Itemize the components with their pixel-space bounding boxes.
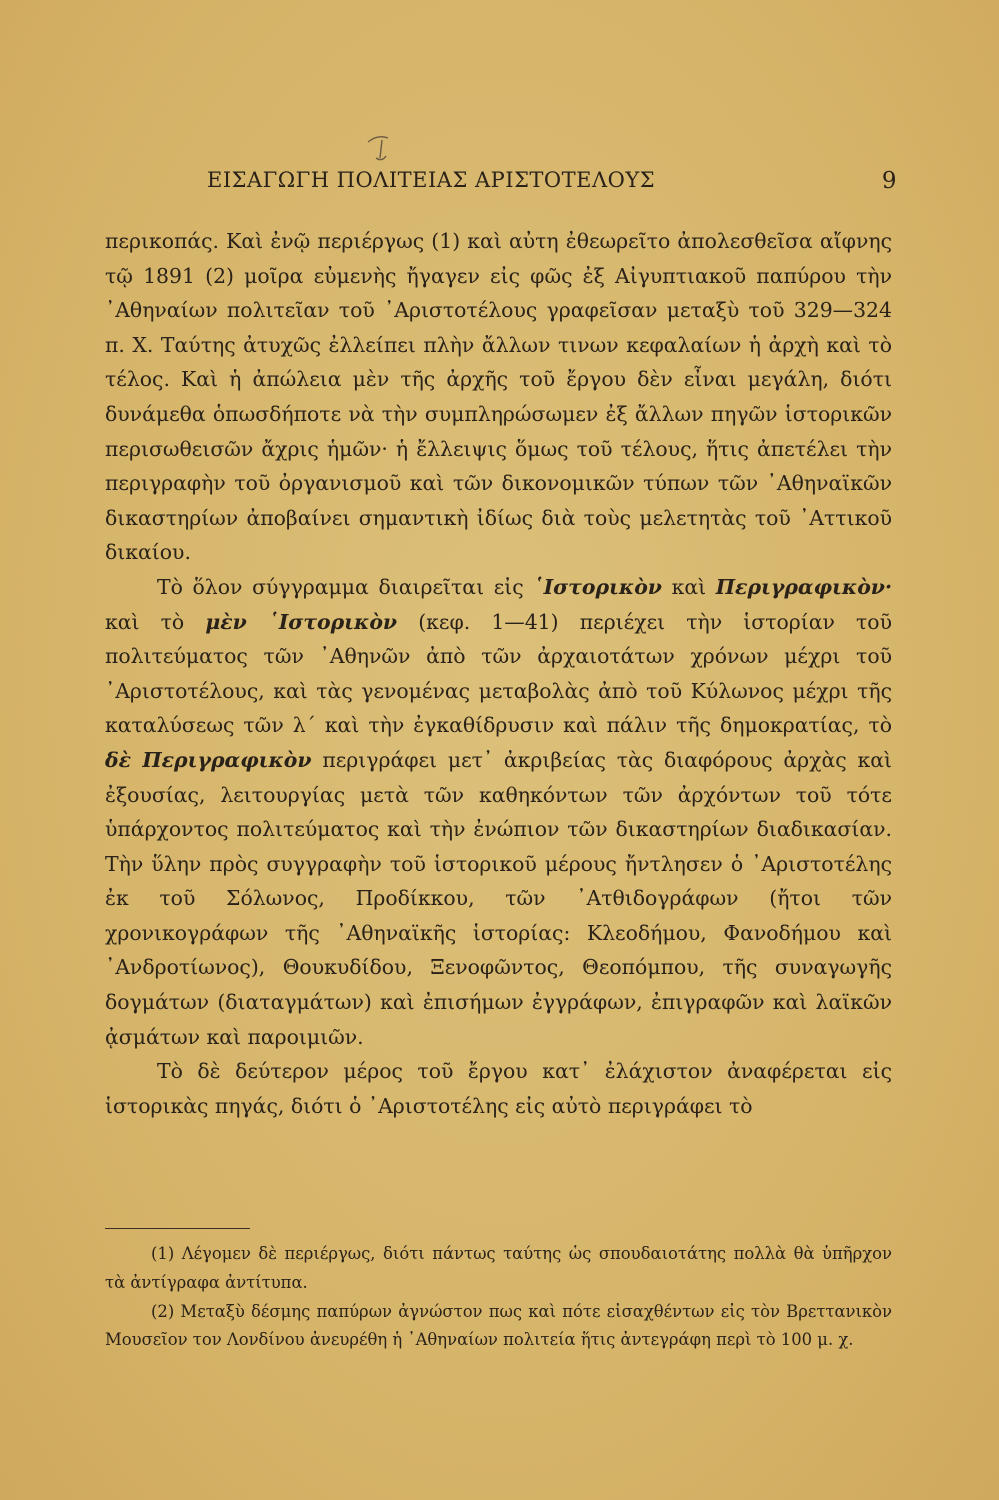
footnote: (1) Λέγομεν δὲ περιέργως, διότι πάντως ταύτης ὡς σπουδαιοτάτης πολλὰ θὰ ὑπῆρχον τὰ ἀντίγραφα ἀντίτυπα. [105,1244,892,1292]
emphasis: Περιγραφικὸν· [715,574,893,599]
emphasis: ῾Ιστορικὸν [533,574,662,599]
running-title: ΕΙΣΑΓΩΓΗ ΠΟΛΙΤΕΙΑΣ ΑΡΙΣΤΟΤΕΛΟΥΣ [207,168,656,192]
footnote: (2) Μεταξὺ δέσμης παπύρων ἀγνώστον πως καὶ πότε εἰσαχθέντων εἰς τὸν Βρεττανικὸν Μουσεῖον τον Λονδίνου ἀνευρέθη ἡ ᾿Αθηναίων πολιτεία ἥτις ἀντεγράφη περὶ τὸ 100 μ. χ. [105,1301,892,1350]
paragraph: Τὸ δὲ δεύτερον μέρος τοῦ ἔργου κατ᾿ ἐλάχιστον ἀναφέρεται εἰς ἱστορικὰς πηγάς, διότι ὁ ᾿Αριστοτέλης εἰς αὐτὸ περιγράφει τὸ [105,1059,892,1118]
page-number: 9 [881,168,897,194]
text-run: Τὸ ὅλον σύγγραμμα διαιρεῖται εἰς [157,574,524,599]
running-header [207,168,897,200]
paragraph: περικοπάς. Καὶ ἐνῷ περιέργως (1) καὶ αὐτη ἐθεωρεῖτο ἀπολεσθεῖσα αἴφνης τῷ 1891 (2) μοῖρα εὐμενὴς ἤγαγεν εἰς φῶς ἐξ Αἰγυπτιακοῦ παπύρου τὴν ᾿Αθηναίων πολιτεῖαν τοῦ ᾿Αριστοτέλους γραφεῖσαν μεταξὺ τοῦ 329—324 π. Χ. Ταύτης ἀτυχῶς ἐλλείπει πλὴν ἄλλων τινων κεφαλαίων ἡ ἀρχὴ καὶ τὸ τέλος. Καὶ ἡ ἀπώλεια μὲν τῆς ἀρχῆς τοῦ ἔργου δὲν εἶναι μεγάλη, διότι δυνάμεθα ὁπωσδήποτε νὰ τὴν συμπληρώσωμεν ἐξ ἄλλων πηγῶν ἱστορικῶν περισωθεισῶν ἄχρις ἡμῶν· ἡ ἔλλειψις ὅμως τοῦ τέλους, ἥτις ἀπετέλει τὴν περιγραφὴν τοῦ ὀργανισμοῦ καὶ τῶν δικονομικῶν τύπων τῶν ᾿Αθηναϊκῶν δικαστηρίων ἀποβαίνει σημαντικὴ ἰδίως διὰ τοὺς μελετητὰς τοῦ ᾿Αττικοῦ δικαίου. [105,229,892,565]
pencil-mark-icon [360,128,400,164]
emphasis: μὲν ῾Ιστορικὸν [205,609,398,634]
footnote-rule [105,1228,250,1229]
emphasis: δὲ Περιγραφικὸν [105,747,312,772]
text-run: περιγράφει μετ᾿ ἀκριβείας τὰς διαφόρους ἀρχὰς καὶ ἐξουσίας, λειτουργίας μετὰ τῶν καθηκόντων τῶν ἀρχόντων τοῦ τότε ὑπάρχοντος πολιτεύματος καὶ τὴν ἐνώπιον τῶν δικαστηρίων διαδικασίαν. Τὴν ὕλην πρὸς συγγραφὴν τοῦ ἱστορικοῦ μέρους ἤντλησεν ὁ ᾿Αριστοτέλης ἐκ τοῦ Σόλωνος, Προδίκκου, τῶν ᾿Ατθιδογράφων (ἤτοι τῶν χρονικογράφων τῆς ᾿Αθηναϊκῆς ἱστορίας: Κλεοδήμου, Φανοδήμου καὶ ᾿Ανδροτίωνος), Θουκυδίδου, Ξενοφῶντος, Θεοπόμπου, τῆς συναγωγῆς δογμάτων (διαταγμάτων) καὶ ἐπισήμων ἐγγράφων, ἐπιγραφῶν καὶ λαϊκῶν ᾀσμάτων καὶ παροιμιῶν. [105,747,892,1049]
text-run: (κεφ. 1—41) περιέχει τὴν ἱστορίαν τοῦ πολιτεύματος τῶν ᾿Αθηνῶν ἀπὸ τῶν ἀρχαιοτάτων χρόνων μέχρι τοῦ ᾿Αριστοτέλους, καὶ τὰς γενομένας μεταβολὰς ἀπὸ τοῦ Κύλωνος μέχρι τῆς καταλύσεως τῶν λ΄ καὶ τὴν ἐγκαθίδρυσιν καὶ πάλιν τῆς δημοκρατίας, τὸ [105,609,892,738]
text-run: καὶ [671,574,707,599]
footnotes [105,1240,892,1355]
paragraph [105,570,892,1054]
text-run: καὶ τὸ [105,609,185,634]
main-text [105,224,892,1123]
